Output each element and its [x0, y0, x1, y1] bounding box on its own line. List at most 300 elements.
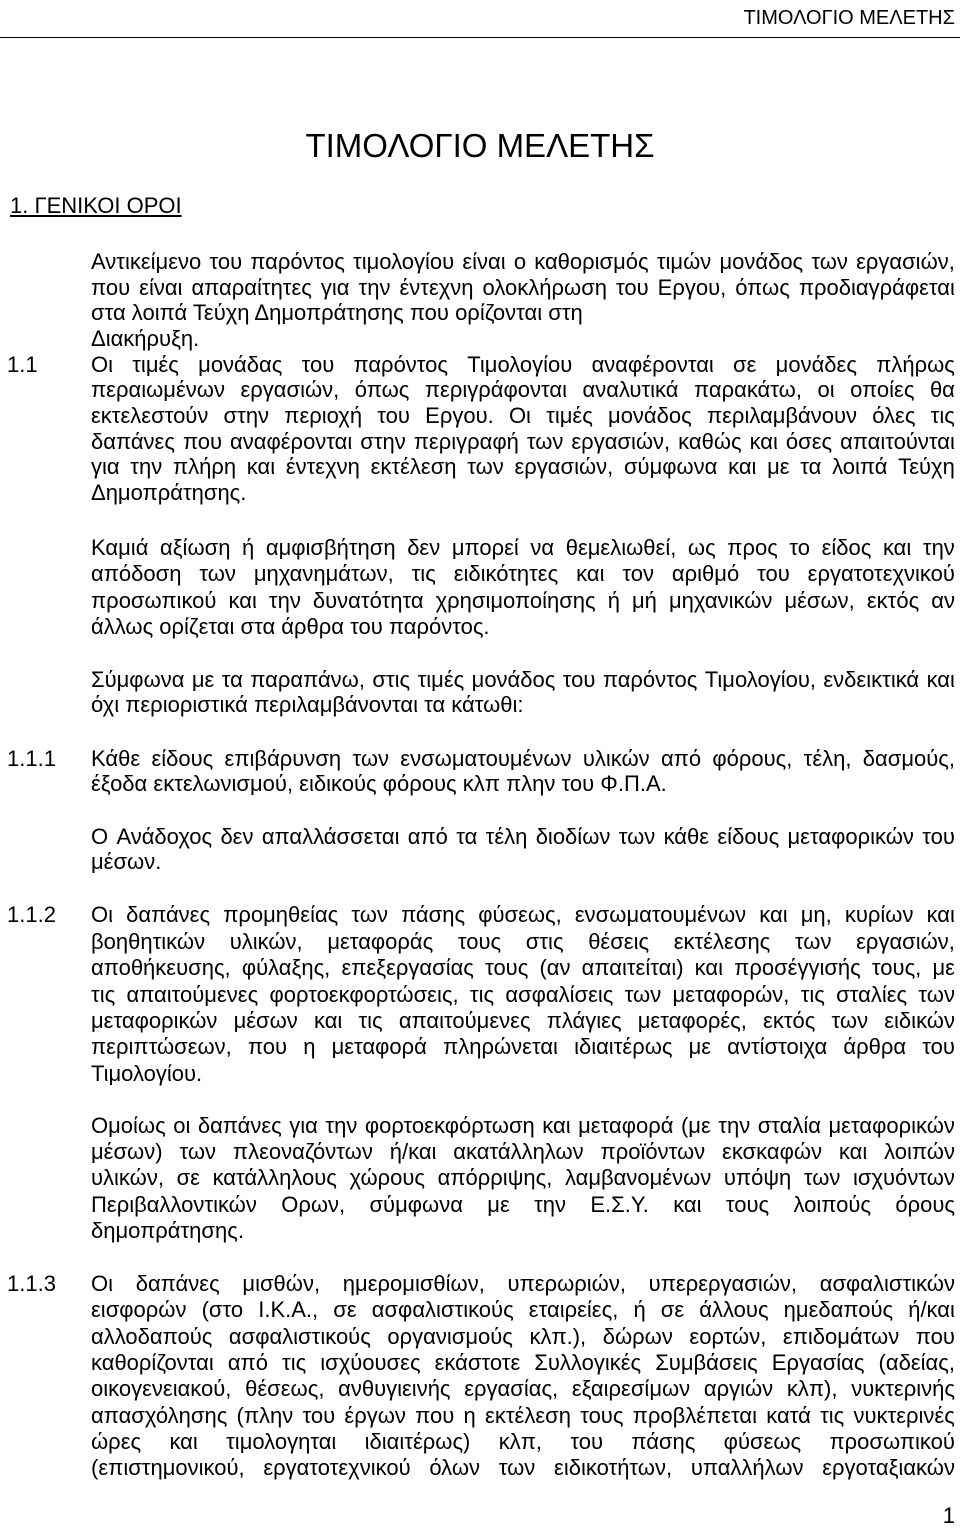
line-word: όσες: [785, 429, 833, 454]
line-word: την: [268, 588, 301, 613]
line-word: εκάστοτε: [434, 1350, 521, 1375]
paragraph-line: [91, 667, 955, 693]
line-word: την: [534, 1192, 567, 1217]
line-word: τον: [622, 561, 654, 586]
line-word: τιμές: [546, 403, 593, 428]
line-word: τους: [725, 1192, 770, 1217]
line-word: φόρους,: [712, 746, 793, 771]
line-word: απαιτούμενες: [398, 1008, 531, 1033]
line-word: τους: [457, 929, 502, 954]
line-word: ολοκλήρωση: [482, 275, 608, 300]
line-word: υπαλλήλων: [690, 1455, 804, 1480]
line-word: μή: [632, 588, 657, 613]
line-word: και: [576, 561, 605, 586]
line-word: έργων: [344, 1403, 406, 1428]
line-word: και: [169, 1429, 198, 1454]
line-word: και: [926, 902, 955, 927]
line-word: των: [803, 1165, 841, 1190]
line-word: εκτέλεση: [370, 454, 457, 479]
line-word: καθορισμός: [534, 249, 649, 274]
line-word: παρακάτω,: [694, 377, 802, 402]
line-word: δασμούς,: [862, 746, 955, 771]
line-word: εκτός: [866, 588, 920, 613]
line-word: επεξεργασίας: [341, 955, 474, 980]
paragraph-line: [91, 429, 955, 455]
line-word: Οι: [91, 1271, 113, 1296]
line-word: μέσων: [233, 1008, 298, 1033]
section-heading: 1. ΓΕΝΙΚΟΙ ΟΡΟΙ: [10, 193, 182, 218]
line-word: Τεύχη: [898, 454, 955, 479]
paragraph-line: όχι περιοριστικά περιλαμβάνονται τα κάτωθι:: [91, 692, 524, 717]
line-word: μεταφορά: [578, 1113, 674, 1138]
line-word: τις: [411, 561, 436, 586]
line-word: τους,: [871, 955, 922, 980]
paragraph-line: έξοδα εκτελωνισμού, ειδικούς φόρους κλπ πλην του Φ.Π.Α.: [91, 771, 667, 796]
line-word: του: [922, 1034, 955, 1059]
line-word: του: [301, 352, 335, 377]
line-word: και: [759, 902, 788, 927]
paragraph-line: [91, 1324, 955, 1350]
clause-number: 1.1.3: [7, 1271, 56, 1296]
line-word: όλες: [872, 403, 916, 428]
paragraph-line: [91, 746, 955, 772]
line-word: φύσεως: [723, 1429, 802, 1454]
line-word: των: [199, 561, 236, 586]
line-word: δαπάνες: [197, 1113, 282, 1138]
line-word: (στο: [201, 1297, 244, 1322]
line-word: (αν: [539, 955, 571, 980]
line-word: προβλέπεται: [632, 1403, 758, 1428]
line-word: υπερωριών,: [507, 1271, 626, 1296]
line-word: ή/και: [389, 1139, 437, 1164]
line-word: προδιαγράφεται: [798, 275, 955, 300]
paragraph-line: [91, 982, 955, 1008]
line-word: ιδιαιτέρως): [364, 1429, 471, 1454]
line-word: θέσεις: [588, 929, 650, 954]
line-word: οικογενειακού,: [91, 1376, 232, 1401]
line-word: τις: [358, 1008, 383, 1033]
line-word: των: [618, 824, 656, 849]
line-word: απαιτούμενες: [126, 982, 259, 1007]
line-word: αλλοδαπούς: [91, 1324, 213, 1349]
line-word: τις: [469, 982, 495, 1007]
line-word: και: [838, 1139, 868, 1164]
line-word: κυρίων: [844, 902, 914, 927]
line-word: και: [673, 1192, 702, 1217]
line-word: να: [530, 535, 555, 560]
line-word: (επιστημονικού,: [91, 1455, 245, 1480]
line-word: πλεοναζόντων: [232, 1139, 373, 1164]
line-word: Συμβάσεις: [655, 1350, 758, 1375]
line-word: τους: [485, 955, 529, 980]
line-word: πλήρη: [172, 454, 237, 479]
line-word: παρόντος: [250, 249, 345, 274]
line-word: αναλυτικά: [582, 377, 679, 402]
line-word: σε: [333, 1297, 357, 1322]
line-word: ενσωματουμένων: [574, 902, 747, 927]
line-word: περιοχή: [284, 403, 363, 428]
line-word: τις: [91, 982, 116, 1007]
line-word: με: [487, 1192, 510, 1217]
line-word: μισθών,: [242, 1271, 321, 1296]
line-word: οποίες: [850, 377, 915, 402]
line-word: είναι: [462, 249, 506, 274]
line-word: θα: [929, 377, 955, 402]
line-word: τέλη,: [803, 746, 852, 771]
paragraph-line: Διακήρυξη.: [91, 326, 200, 351]
line-word: στην: [223, 403, 270, 428]
line-word: όπως: [354, 377, 410, 402]
line-word: Οι: [91, 352, 113, 377]
line-word: μεταφορά: [331, 1034, 427, 1059]
line-word: λαμβανομένων: [564, 1165, 712, 1190]
line-word: απόδοση: [91, 561, 182, 586]
line-word: που: [182, 429, 223, 454]
line-word: περιλαμβάνουν: [706, 403, 858, 428]
line-word: μονάδος: [471, 667, 556, 692]
line-word: δυνατότητα: [312, 588, 424, 613]
line-word: Εργασίας: [771, 1350, 865, 1375]
line-word: προς: [727, 535, 778, 560]
line-word: που: [915, 1324, 955, 1349]
line-word: Ε.Σ.Υ.: [590, 1192, 649, 1217]
line-word: δεν: [220, 824, 254, 849]
line-word: καθώς: [678, 429, 742, 454]
paragraph-line: [91, 1350, 955, 1376]
document-title: ΤΙΜΟΛΟΓΙΟ ΜΕΛΕΤΗΣ: [305, 127, 655, 164]
line-word: την: [922, 535, 955, 560]
line-word: εκτέλεση: [485, 1403, 571, 1428]
line-word: απασχόλησης: [91, 1403, 228, 1428]
line-word: μεταφορικών: [91, 1008, 218, 1033]
line-word: σε: [176, 1165, 200, 1190]
line-word: στην: [360, 429, 406, 454]
line-word: φύλαξης,: [241, 955, 331, 980]
line-word: του: [562, 667, 596, 692]
line-word: επιδομάτων: [782, 1324, 900, 1349]
line-word: ανθυγιεινής: [338, 1376, 451, 1401]
line-word: την: [325, 1113, 358, 1138]
line-word: τιμολογίου: [353, 249, 455, 274]
line-word: λοιπούς: [793, 1192, 872, 1217]
line-word: που: [415, 1403, 455, 1428]
line-word: και: [728, 454, 757, 479]
line-word: αποθήκευσης,: [91, 955, 231, 980]
line-word: που: [91, 275, 131, 300]
line-word: στις: [372, 667, 411, 692]
line-word: υλικών,: [229, 929, 303, 954]
line-word: τις: [282, 1350, 307, 1375]
line-word: Ο: [91, 824, 109, 849]
line-word: μονάδος: [719, 249, 804, 274]
line-word: υπόψη: [723, 1165, 792, 1190]
line-word: ενσωματουμένων: [400, 746, 572, 771]
line-word: τα: [456, 824, 478, 849]
line-word: ώρες: [91, 1429, 142, 1454]
line-word: δώρων: [602, 1324, 673, 1349]
line-word: εργοταξιακών: [822, 1455, 955, 1480]
paragraph-line: [91, 1008, 955, 1034]
line-word: του: [922, 824, 955, 849]
line-word: χρησιμοποίησης: [435, 588, 596, 613]
line-word: Ανάδοχος: [116, 824, 213, 849]
line-word: φορτοεκφορτώσεις,: [269, 982, 459, 1007]
line-word: ασφαλίσεις: [505, 982, 614, 1007]
line-word: όρους: [895, 1192, 955, 1217]
paragraph-line: [91, 1403, 955, 1429]
line-word: παρόντος: [602, 667, 698, 692]
line-word: ιδιαιτέρως: [574, 1034, 673, 1059]
line-word: κλπ,: [498, 1429, 543, 1454]
line-word: απόρριψης,: [437, 1165, 553, 1190]
line-word: όλων: [429, 1455, 481, 1480]
line-word: επιβάρυνση: [224, 746, 342, 771]
line-word: κατάλληλους: [212, 1165, 337, 1190]
paragraph-line: [91, 955, 955, 981]
clause-number: 1.1: [7, 352, 38, 377]
line-word: λοιπών: [884, 1139, 955, 1164]
line-word: από: [227, 1350, 268, 1375]
line-word: προϊόντων: [600, 1139, 706, 1164]
line-word: κλπ),: [786, 1376, 838, 1401]
line-word: θέσεως,: [245, 1376, 325, 1401]
line-word: είναι: [139, 275, 183, 300]
line-word: Ομοίως: [91, 1113, 166, 1138]
line-word: και: [749, 429, 778, 454]
line-word: Περιβαλλοντικών: [91, 1192, 257, 1217]
line-word: πλήρως: [876, 352, 955, 377]
paragraph-line: [91, 454, 955, 480]
line-word: μεταφοράς: [327, 929, 434, 954]
line-word: όπως: [735, 275, 790, 300]
paragraph-line: [91, 561, 955, 587]
line-word: των: [918, 982, 955, 1007]
line-word: των: [179, 1139, 217, 1164]
paragraph-line: [91, 352, 955, 378]
line-word: εργασιών,: [514, 454, 614, 479]
line-word: τις: [820, 1403, 845, 1428]
line-word: τα: [221, 667, 243, 692]
line-word: περαιωμένων: [91, 377, 225, 402]
line-word: ημερομισθίων,: [342, 1271, 485, 1296]
line-word: κατά: [766, 1403, 811, 1428]
line-word: τις: [930, 403, 955, 428]
paragraph-line: [91, 377, 955, 403]
line-word: ακατάλληλων: [453, 1139, 584, 1164]
line-word: αναφέρονται: [591, 352, 714, 377]
line-word: παραπάνω,: [250, 667, 365, 692]
line-word: εξαιρεσίμων: [571, 1376, 691, 1401]
line-word: μπορεί: [451, 535, 519, 560]
line-word: αξίωση: [159, 535, 231, 560]
line-word: αν: [931, 588, 955, 613]
line-word: Τιμολογίου,: [704, 667, 816, 692]
line-word: υπερεργασιών,: [648, 1271, 797, 1296]
line-word: Κάθε: [91, 746, 141, 771]
line-word: αριθμό: [671, 561, 740, 586]
paragraph-line: [91, 1376, 955, 1402]
line-word: των: [624, 982, 662, 1007]
line-word: άρθρα: [843, 1034, 907, 1059]
line-word: ειδικότητες: [453, 561, 559, 586]
line-word: με: [688, 1034, 712, 1059]
line-word: ασφαλιστικούς: [228, 1324, 371, 1349]
line-word: σταλία: [757, 1113, 821, 1138]
line-word: ασφαλιστικούς: [371, 1297, 514, 1322]
line-word: Συλλογικές: [534, 1350, 642, 1375]
line-word: απαραίτητες: [191, 275, 312, 300]
line-word: των: [351, 902, 388, 927]
line-word: προσέγγισής: [734, 955, 861, 980]
line-word: τιμές: [417, 667, 465, 692]
line-word: του: [209, 249, 243, 274]
line-word: με: [767, 454, 790, 479]
line-word: για: [289, 1113, 318, 1138]
paragraph-line: Τιμολογίου.: [91, 1061, 203, 1086]
paragraph-line: άλλως ορίζεται στα άρθρα του παρόντος.: [91, 614, 490, 639]
line-word: ή: [242, 535, 255, 560]
line-word: εκτέλεσης: [673, 929, 771, 954]
line-word: απαιτείται): [581, 955, 684, 980]
paragraph-line: [91, 902, 955, 928]
line-word: μεταφορές,: [637, 1008, 747, 1033]
line-word: εκτελεστούν: [91, 403, 209, 428]
line-word: περιγραφή: [413, 429, 519, 454]
line-word: των: [831, 1008, 869, 1033]
page-number: 1: [942, 1503, 955, 1528]
line-word: άλλους: [699, 1297, 769, 1322]
line-word: προσωπικού: [91, 588, 217, 613]
paragraph-line: [91, 1192, 955, 1218]
line-word: δεν: [407, 535, 441, 560]
paragraph-line: [91, 535, 955, 561]
line-word: διοδίων: [535, 824, 611, 849]
line-word: έντεχνη: [285, 454, 360, 479]
line-word: δαπάνες: [135, 1271, 220, 1296]
clause-number: 1.1.1: [7, 746, 56, 771]
line-word: τιμές: [132, 352, 179, 377]
line-word: πληρώνεται: [443, 1034, 558, 1059]
paragraph-line: [91, 929, 955, 955]
paragraph-line: [91, 1034, 955, 1060]
line-word: ή/και: [908, 1297, 955, 1322]
line-word: περιγράφονται: [424, 377, 567, 402]
line-word: εκτός: [763, 1008, 816, 1033]
line-word: εργασίας,: [464, 1376, 559, 1401]
line-word: είδους: [717, 824, 780, 849]
paragraph-line: [91, 1271, 955, 1297]
line-word: τις: [800, 982, 825, 1007]
line-word: (πλην: [236, 1403, 294, 1428]
line-word: μονάδος: [608, 403, 692, 428]
line-word: από: [407, 824, 448, 849]
line-word: σταλίες: [836, 982, 908, 1007]
line-word: εκσκαφών: [722, 1139, 823, 1164]
line-word: με: [932, 955, 955, 980]
paragraph-line: δημοπράτησης.: [91, 1218, 244, 1243]
line-word: από: [660, 746, 702, 771]
running-header: ΤΙΜΟΛΟΓΙΟ ΜΕΛΕΤΗΣ: [743, 7, 955, 29]
paragraph-line: [91, 588, 955, 614]
line-word: παρόντος: [353, 352, 449, 377]
line-word: μέσων): [91, 1139, 163, 1164]
line-word: οργανισμούς: [387, 1324, 513, 1349]
line-word: προμηθείας: [223, 902, 339, 927]
paragraph-line: [91, 1297, 955, 1323]
line-word: φύσεως,: [478, 902, 562, 927]
line-word: πάσης: [401, 902, 466, 927]
line-word: των: [498, 1455, 536, 1480]
paragraph-line: στα λοιπά Τεύχη Δημοπράτησης που ορίζονται στη: [91, 300, 583, 325]
line-word: τιμών: [656, 249, 712, 274]
line-word: του: [616, 275, 649, 300]
line-word: Καμιά: [91, 535, 149, 560]
line-word: περιπτώσεων,: [91, 1034, 232, 1059]
line-word: του: [377, 403, 410, 428]
line-word: απαλλάσσεται: [261, 824, 400, 849]
line-word: (αδείας,: [878, 1350, 955, 1375]
paragraph-line: [91, 1139, 955, 1165]
line-word: σε: [660, 1297, 685, 1322]
line-word: του: [757, 561, 790, 586]
line-word: μονάδας: [198, 352, 283, 377]
line-word: που: [247, 1034, 288, 1059]
paragraph-line: [91, 1455, 955, 1481]
line-word: ή: [607, 588, 620, 613]
line-word: είδους: [151, 746, 214, 771]
line-word: φορτοεκφόρτωση: [364, 1113, 535, 1138]
line-word: κάθε: [663, 824, 710, 849]
line-word: Ι.Κ.Α.,: [258, 1297, 319, 1322]
line-word: κλπ.),: [529, 1324, 587, 1349]
line-word: Οι: [508, 403, 531, 428]
line-word: σύμφωνα: [623, 454, 718, 479]
header-rule: [0, 37, 960, 38]
line-word: και: [313, 1008, 343, 1033]
line-word: πάσης: [631, 1429, 696, 1454]
line-word: των: [467, 454, 504, 479]
line-word: του: [302, 1403, 336, 1428]
line-word: ασφαλιστικών: [819, 1271, 955, 1296]
line-word: του: [570, 1429, 603, 1454]
line-word: μη,: [800, 902, 832, 927]
line-word: αναφέρονται: [230, 429, 353, 454]
line-word: αντίστοιχα: [727, 1034, 828, 1059]
line-word: μέσων,: [784, 588, 855, 613]
line-word: λοιπά: [832, 454, 888, 479]
line-word: είδος: [821, 535, 872, 560]
line-word: υλικών,: [91, 1165, 164, 1190]
line-word: των: [811, 249, 848, 274]
line-word: τους: [580, 1403, 624, 1428]
line-word: εργασιών,: [240, 377, 340, 402]
line-word: εργατοτεχνικού: [807, 561, 955, 586]
line-word: βοηθητικών: [91, 929, 206, 954]
line-word: η: [463, 1403, 476, 1428]
line-word: των: [526, 429, 564, 454]
line-word: στις: [525, 929, 564, 954]
paragraph-line: [91, 249, 955, 275]
line-word: εργατοτεχνικού: [263, 1455, 411, 1480]
line-word: εργασιών,: [856, 929, 955, 954]
line-word: και: [694, 955, 724, 980]
line-word: ισχυόντων: [853, 1165, 955, 1190]
line-word: νυκτερινής: [851, 1376, 955, 1401]
line-word: ενδεικτικά: [823, 667, 920, 692]
line-word: για: [320, 275, 350, 300]
line-word: καθορίζονται: [91, 1350, 214, 1375]
paragraph-line: [91, 275, 955, 301]
